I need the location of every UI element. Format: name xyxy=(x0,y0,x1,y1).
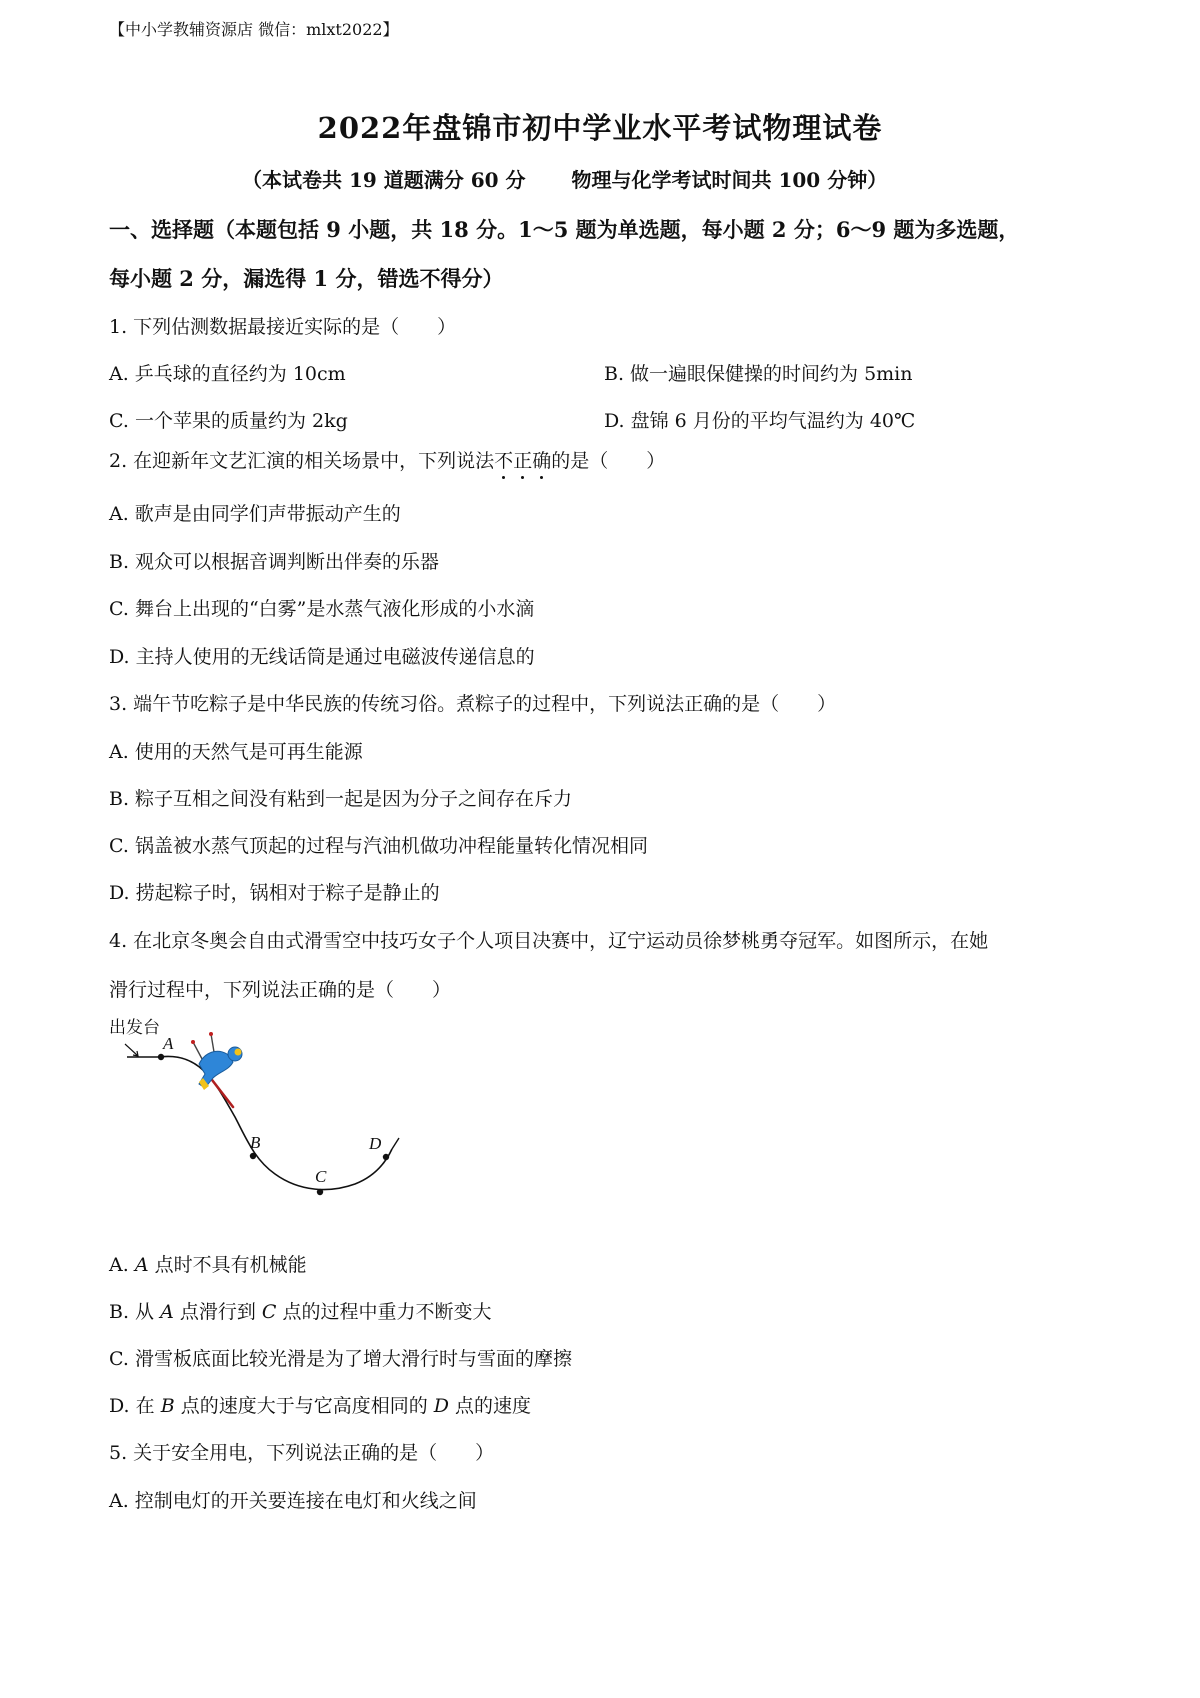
exam-info-left: （本试卷共 19 道题满分 60 分 xyxy=(242,168,526,192)
section-heading-line1: 一、选择题（本题包括 9 小题，共 18 分。1～5 题为单选题，每小题 2 分；6～9 题为多选题， xyxy=(109,217,1020,242)
question-2-stem xyxy=(109,446,665,473)
option-text: 点的过程中重力不断变大 xyxy=(276,1301,492,1323)
question-4-option-a xyxy=(109,1250,307,1277)
point-var: A xyxy=(134,1254,149,1276)
question-1-option-d: D. 盘锦 6 月份的平均气温约为 40℃ xyxy=(604,410,916,432)
question-1-option-b: B. 做一遍眼保健操的时间约为 5min xyxy=(604,363,913,385)
question-2-option-d: D. 主持人使用的无线话筒是通过电磁波传递信息的 xyxy=(109,646,535,668)
question-4-stem-line1: 4. 在北京冬奥会自由式滑雪空中技巧女子个人项目决赛中，辽宁运动员徐梦桃勇夺冠军。如图所示，在她 xyxy=(109,930,989,952)
point-var: A xyxy=(160,1301,174,1323)
question-4-option-d xyxy=(109,1391,531,1418)
question-1-option-c: C. 一个苹果的质量约为 2kg xyxy=(109,410,348,432)
question-3-option-a: A. 使用的天然气是可再生能源 xyxy=(109,741,363,763)
option-text: 点的速度大于与它高度相同的 xyxy=(174,1395,434,1417)
question-2-option-c: C. 舞台上出现的“白雾”是水蒸气液化形成的小水滴 xyxy=(109,598,535,620)
platform-pointer-arrow xyxy=(125,1044,138,1056)
emphasis-char: 不 xyxy=(494,450,514,472)
option-text: 点滑行到 xyxy=(173,1301,262,1323)
point-a-marker xyxy=(158,1054,164,1060)
point-d-marker xyxy=(383,1154,389,1160)
option-prefix: B. 从 xyxy=(109,1301,161,1323)
slope-end-tick xyxy=(392,1138,399,1149)
slope-curve xyxy=(160,1056,392,1189)
question-5-option-a: A. 控制电灯的开关要连接在电灯和火线之间 xyxy=(109,1490,477,1512)
watermark-text: 【中小学教辅资源店 微信：mlxt2022】 xyxy=(109,20,399,39)
exam-info xyxy=(242,164,887,193)
question-2-stem-suffix: 的是（ ） xyxy=(551,450,666,472)
point-d-label: D xyxy=(369,1134,382,1153)
question-1-stem: 1. 下列估测数据最接近实际的是（ ） xyxy=(109,316,457,338)
point-var: D xyxy=(433,1395,449,1417)
point-c-label: C xyxy=(315,1167,327,1186)
emphasis-char: 正 xyxy=(513,450,533,472)
point-b-label: B xyxy=(250,1133,261,1152)
option-text: 点时不具有机械能 xyxy=(148,1254,307,1276)
figure-start-platform-label: 出发台 xyxy=(109,1018,160,1038)
emphasis-char: 确 xyxy=(532,450,552,472)
question-2-option-b: B. 观众可以根据音调判断出伴奏的乐器 xyxy=(109,551,440,573)
question-2-option-a: A. 歌声是由同学们声带振动产生的 xyxy=(109,503,401,525)
option-prefix: D. 在 xyxy=(109,1395,161,1417)
question-4-option-b xyxy=(109,1297,492,1324)
ski-slope-figure xyxy=(105,1012,435,1212)
question-4-stem-line2: 滑行过程中，下列说法正确的是（ ） xyxy=(109,979,452,1001)
skier-illustration xyxy=(191,1032,242,1107)
point-a-label: A xyxy=(163,1034,174,1053)
point-c-marker xyxy=(317,1189,323,1195)
point-var: B xyxy=(160,1395,175,1417)
question-4-option-c: C. 滑雪板底面比较光滑是为了增大滑行时与雪面的摩擦 xyxy=(109,1348,572,1370)
page-title: 2022年盘锦市初中学业水平考试物理试卷 xyxy=(317,111,883,145)
option-text: 点的速度 xyxy=(448,1395,532,1417)
question-3-option-d: D. 捞起粽子时，锅相对于粽子是静止的 xyxy=(109,882,440,904)
section-heading-line2: 每小题 2 分，漏选得 1 分，错选不得分） xyxy=(109,266,504,291)
question-1-option-a: A. 乒乓球的直径约为 10cm xyxy=(109,363,346,385)
point-var: C xyxy=(261,1301,277,1323)
question-3-stem: 3. 端午节吃粽子是中华民族的传统习俗。煮粽子的过程中，下列说法正确的是（ ） xyxy=(109,693,837,715)
question-3-option-b: B. 粽子互相之间没有粘到一起是因为分子之间存在斥力 xyxy=(109,788,573,810)
question-2-stem-prefix: 2. 在迎新年文艺汇演的相关场景中，下列说法 xyxy=(109,450,495,472)
question-5-stem: 5. 关于安全用电，下列说法正确的是（ ） xyxy=(109,1442,495,1464)
point-b-marker xyxy=(250,1153,256,1159)
exam-info-right: 物理与化学考试时间共 100 分钟） xyxy=(571,168,888,192)
question-3-option-c: C. 锅盖被水蒸气顶起的过程与汽油机做功冲程能量转化情况相同 xyxy=(109,835,648,857)
option-prefix: A. xyxy=(109,1254,135,1276)
